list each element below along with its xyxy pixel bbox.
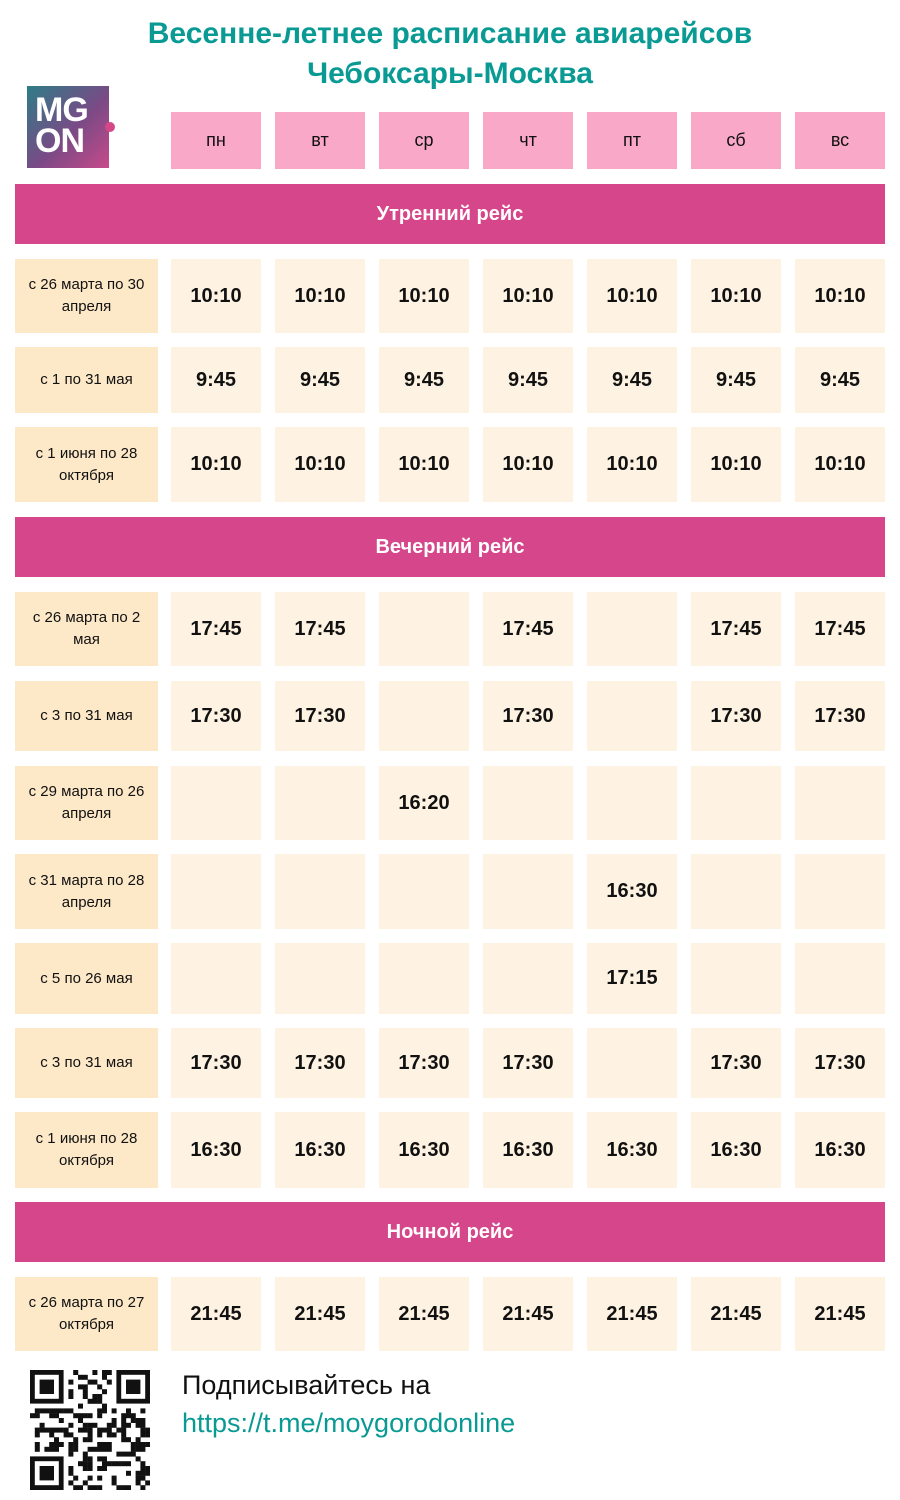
departure-time-cell	[171, 943, 261, 1014]
departure-time-cell: 10:10	[691, 427, 781, 502]
departure-time-cell: 16:30	[379, 1112, 469, 1188]
departure-time-cell	[275, 943, 365, 1014]
day-header: пт	[587, 112, 677, 169]
departure-time-cell	[691, 943, 781, 1014]
departure-time-cell: 21:45	[171, 1277, 261, 1351]
departure-time-cell: 10:10	[379, 259, 469, 333]
departure-time-cell: 17:30	[275, 681, 365, 751]
departure-time-cell: 17:45	[483, 592, 573, 666]
departure-time-cell: 16:30	[691, 1112, 781, 1188]
departure-time-cell	[691, 854, 781, 929]
title-line-1: Весенне-летнее расписание авиарейсов	[147, 17, 753, 50]
period-label: с 1 июня по 28 октября	[15, 1112, 158, 1188]
departure-time-cell	[795, 766, 885, 840]
departure-time-cell: 10:10	[171, 427, 261, 502]
period-label: с 26 марта по 30 апреля	[15, 259, 158, 333]
page-title	[0, 14, 900, 94]
period-label: с 3 по 31 мая	[15, 681, 158, 751]
departure-time-cell: 17:45	[795, 592, 885, 666]
departure-time-cell: 9:45	[171, 347, 261, 413]
departure-time-cell: 10:10	[483, 259, 573, 333]
departure-time-cell	[587, 681, 677, 751]
departure-time-cell: 16:30	[795, 1112, 885, 1188]
section-header: Вечерний рейс	[15, 517, 885, 577]
section-header: Ночной рейс	[15, 1202, 885, 1262]
departure-time-cell: 17:30	[171, 1028, 261, 1098]
departure-time-cell	[483, 854, 573, 929]
departure-time-cell: 17:30	[691, 681, 781, 751]
departure-time-cell: 17:30	[379, 1028, 469, 1098]
departure-time-cell: 10:10	[483, 427, 573, 502]
period-label: с 1 по 31 мая	[15, 347, 158, 413]
departure-time-cell: 16:20	[379, 766, 469, 840]
departure-time-cell: 21:45	[379, 1277, 469, 1351]
departure-time-cell: 21:45	[275, 1277, 365, 1351]
title-line-2: Чебоксары-Москва	[307, 57, 593, 90]
departure-time-cell: 21:45	[587, 1277, 677, 1351]
departure-time-cell: 10:10	[379, 427, 469, 502]
departure-time-cell	[275, 766, 365, 840]
departure-time-cell: 10:10	[795, 259, 885, 333]
departure-time-cell	[379, 681, 469, 751]
subscribe-block	[182, 1366, 515, 1442]
period-label: с 26 марта по 2 мая	[15, 592, 158, 666]
section-header: Утренний рейс	[15, 184, 885, 244]
departure-time-cell	[379, 854, 469, 929]
departure-time-cell: 9:45	[379, 347, 469, 413]
departure-time-cell	[275, 854, 365, 929]
departure-time-cell: 16:30	[587, 1112, 677, 1188]
departure-time-cell: 16:30	[275, 1112, 365, 1188]
period-label: с 26 марта по 27 октября	[15, 1277, 158, 1351]
departure-time-cell: 16:30	[483, 1112, 573, 1188]
departure-time-cell: 17:30	[795, 681, 885, 751]
departure-time-cell: 17:30	[795, 1028, 885, 1098]
departure-time-cell: 16:30	[587, 854, 677, 929]
period-label: с 29 марта по 26 апреля	[15, 766, 158, 840]
day-header: вт	[275, 112, 365, 169]
departure-time-cell: 9:45	[795, 347, 885, 413]
departure-time-cell	[587, 592, 677, 666]
departure-time-cell: 9:45	[483, 347, 573, 413]
departure-time-cell: 10:10	[691, 259, 781, 333]
departure-time-cell: 17:30	[483, 681, 573, 751]
departure-time-cell: 10:10	[587, 259, 677, 333]
day-header: вс	[795, 112, 885, 169]
logo-dot	[105, 122, 115, 132]
departure-time-cell	[795, 943, 885, 1014]
departure-time-cell: 9:45	[587, 347, 677, 413]
departure-time-cell	[483, 943, 573, 1014]
mgon-logo: MG ON	[27, 86, 109, 168]
day-header: ср	[379, 112, 469, 169]
day-header: чт	[483, 112, 573, 169]
departure-time-cell: 17:30	[171, 681, 261, 751]
departure-time-cell: 17:45	[275, 592, 365, 666]
qr-code[interactable]	[30, 1370, 150, 1490]
departure-time-cell: 17:45	[171, 592, 261, 666]
subscribe-text: Подписывайтесь на	[182, 1370, 431, 1400]
departure-time-cell: 9:45	[691, 347, 781, 413]
departure-time-cell: 9:45	[275, 347, 365, 413]
departure-time-cell: 21:45	[795, 1277, 885, 1351]
departure-time-cell	[795, 854, 885, 929]
departure-time-cell: 10:10	[171, 259, 261, 333]
departure-time-cell	[379, 592, 469, 666]
departure-time-cell: 17:45	[691, 592, 781, 666]
period-label: с 5 по 26 мая	[15, 943, 158, 1014]
day-header: сб	[691, 112, 781, 169]
period-label: с 3 по 31 мая	[15, 1028, 158, 1098]
departure-time-cell: 10:10	[587, 427, 677, 502]
departure-time-cell: 10:10	[795, 427, 885, 502]
departure-time-cell: 16:30	[171, 1112, 261, 1188]
departure-time-cell: 17:30	[483, 1028, 573, 1098]
day-header: пн	[171, 112, 261, 169]
departure-time-cell: 10:10	[275, 259, 365, 333]
departure-time-cell: 17:15	[587, 943, 677, 1014]
departure-time-cell: 17:30	[275, 1028, 365, 1098]
departure-time-cell: 21:45	[483, 1277, 573, 1351]
departure-time-cell	[171, 854, 261, 929]
departure-time-cell: 10:10	[275, 427, 365, 502]
departure-time-cell	[691, 766, 781, 840]
departure-time-cell	[379, 943, 469, 1014]
period-label: с 1 июня по 28 октября	[15, 427, 158, 502]
departure-time-cell: 17:30	[691, 1028, 781, 1098]
departure-time-cell: 21:45	[691, 1277, 781, 1351]
period-label: с 31 марта по 28 апреля	[15, 854, 158, 929]
departure-time-cell	[587, 1028, 677, 1098]
departure-time-cell	[483, 766, 573, 840]
departure-time-cell	[587, 766, 677, 840]
departure-time-cell	[171, 766, 261, 840]
telegram-link[interactable]: https://t.me/moygorodonline	[182, 1408, 516, 1438]
